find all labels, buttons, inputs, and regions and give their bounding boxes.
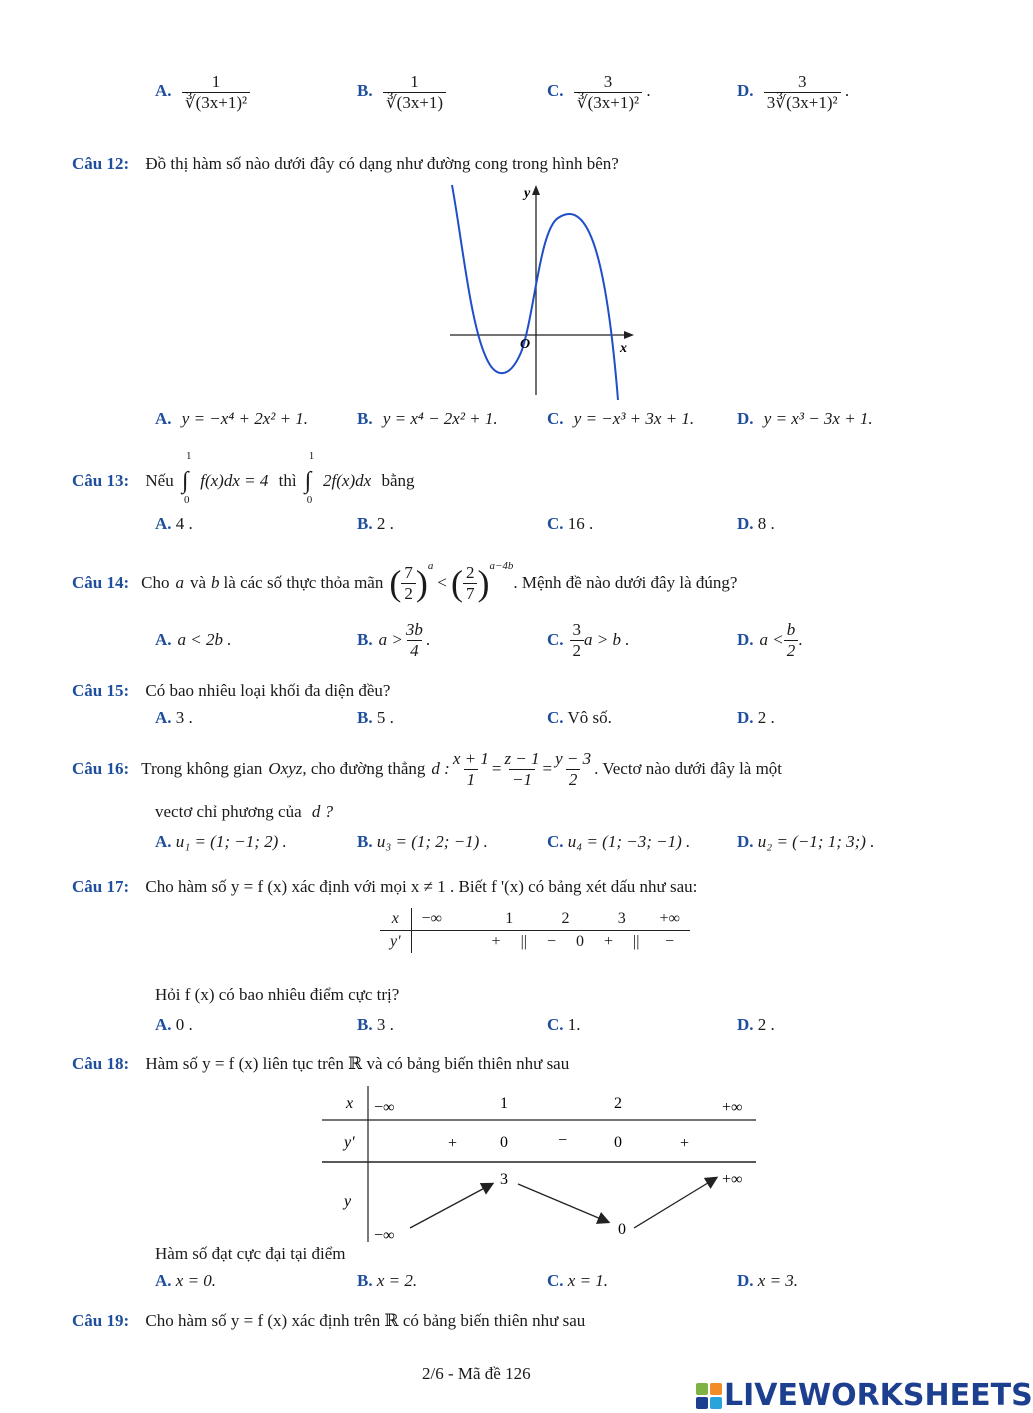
option-label: A.	[155, 708, 172, 727]
line-name: d :	[431, 759, 450, 778]
fraction-numerator: 1	[211, 72, 221, 91]
decreasing-arrow-icon	[518, 1184, 608, 1222]
var-x-value: 1	[500, 1095, 508, 1112]
fraction-numerator: 3	[797, 72, 807, 91]
option-tail: .	[844, 80, 850, 100]
question-label: Câu 18:	[72, 1054, 130, 1073]
question-16-line2	[155, 802, 333, 822]
q18-option-b	[357, 1271, 417, 1291]
q18-option-c	[547, 1271, 608, 1291]
var-y-value: 0	[618, 1221, 626, 1238]
option-tail: .	[798, 630, 803, 649]
q12-graph	[440, 180, 640, 402]
q11-option-a	[155, 72, 250, 112]
integral-lower-bound: 0	[306, 494, 313, 506]
q16-option-b	[357, 832, 488, 852]
question-label: Câu 16:	[72, 759, 130, 778]
option-text: y = −x³ + 3x + 1.	[573, 409, 695, 428]
question-17	[72, 877, 697, 897]
q14-option-a	[155, 618, 232, 662]
option-label: C.	[547, 80, 564, 100]
var-yp-zero: 0	[614, 1134, 622, 1151]
fraction-denominator: 1	[464, 769, 479, 790]
question-text: bằng	[381, 471, 415, 490]
question-label: Câu 15:	[72, 681, 130, 700]
origin-label: O	[520, 337, 531, 352]
exponent: a−4b	[489, 560, 514, 572]
question-text: Trong không gian	[141, 759, 263, 778]
x-axis-label: x	[620, 341, 627, 356]
var-x-value: −∞	[374, 1099, 395, 1116]
question-12	[72, 154, 619, 174]
var-y-value: 3	[500, 1171, 508, 1188]
option-label: A.	[155, 1271, 172, 1290]
variable-b: b	[211, 573, 220, 592]
option-text: 0 .	[175, 1015, 193, 1034]
question-16	[72, 745, 782, 793]
q16-option-a	[155, 832, 287, 852]
q11-option-c	[547, 72, 651, 112]
question-text: Đồ thị hàm số nào dưới đây có dạng như đường cong trong hình bên?	[145, 154, 619, 173]
question-18-ask	[155, 1244, 346, 1264]
var-y-value: −∞	[374, 1227, 395, 1244]
fraction-numerator: 3	[572, 619, 582, 639]
question-18	[72, 1054, 569, 1074]
question-text: Nếu	[145, 471, 174, 490]
q15-option-c	[547, 708, 612, 728]
less-than: <	[437, 573, 447, 592]
option-text: 2 .	[757, 708, 775, 727]
q12-option-c	[547, 409, 694, 429]
fraction-numerator: 2	[465, 562, 475, 582]
question-text: thì	[278, 471, 297, 490]
page-number: 2/6 - Mã đề 126	[422, 1364, 531, 1383]
option-text: 1.	[567, 1015, 581, 1034]
option-text: x = 2.	[376, 1271, 418, 1290]
table-cell: 3	[617, 910, 626, 927]
question-text: vectơ chỉ phương của	[155, 802, 302, 821]
question-15	[72, 681, 390, 701]
equals: =	[491, 759, 502, 778]
question-label: Câu 17:	[72, 877, 130, 896]
fraction-denominator: ∛(3x+1)²	[182, 92, 250, 113]
integral-expression: 2f(x)dx	[323, 471, 372, 490]
q15-option-d	[737, 708, 775, 728]
fraction-denominator: 7	[463, 583, 478, 604]
q12-option-a	[155, 409, 308, 429]
q12-option-d	[737, 409, 873, 429]
var-yp-sign: +	[448, 1135, 458, 1152]
q18-option-d	[737, 1271, 798, 1291]
option-label: D.	[737, 409, 754, 428]
fraction-denominator: ∛(3x+1)²	[574, 92, 642, 113]
question-label: Câu 12:	[72, 154, 130, 173]
sign-table-x-row	[380, 908, 690, 931]
curve	[452, 185, 618, 400]
table-cell: 0	[576, 933, 584, 950]
q17-option-c	[547, 1015, 581, 1035]
fraction-denominator: −1	[509, 769, 535, 790]
option-text: a >	[378, 630, 403, 649]
q16-option-c	[547, 832, 690, 852]
option-label: B.	[357, 708, 373, 727]
question-label: Câu 14:	[72, 573, 130, 592]
q14-option-b	[357, 618, 430, 662]
fraction-numerator: b	[786, 619, 796, 639]
option-label: A.	[155, 514, 172, 533]
liveworksheets-logo	[696, 1378, 1033, 1413]
question-14: Câu 14: Cho a và b là các số thực thỏa mãn ( $\frac{7}{2}$ ) $^a$ < ( $\frac{2}{7}$ ) $^{a-4b}$ . Mệnh đề nào dưới đây là đúng?	[72, 560, 738, 603]
x-axis-arrow-icon	[624, 331, 634, 339]
option-label: A.	[155, 409, 172, 428]
exponent: a	[427, 560, 434, 572]
q15-option-a	[155, 708, 193, 728]
brand-name: LIVEWORKSHEETS	[724, 1378, 1033, 1413]
q13-option-b	[357, 514, 394, 534]
question-text: và	[190, 573, 207, 592]
y-axis-arrow-icon	[532, 185, 540, 195]
table-cell: x	[380, 908, 411, 931]
option-label: C.	[547, 1015, 564, 1034]
var-y-label: y	[344, 1193, 352, 1210]
option-label: D.	[737, 1271, 754, 1290]
question-17-ask	[155, 985, 399, 1005]
integral-expression: f(x)dx = 4	[200, 471, 269, 490]
question-text: Cho hàm số y = f (x) xác định với mọi x ≠ 1 . Biết f '(x) có bảng xét dấu như sau:	[145, 877, 698, 896]
option-text: u₂ = (−1; 1; 3;) .	[757, 832, 875, 851]
var-x-label: x	[346, 1095, 354, 1112]
fraction-numerator: y − 3	[555, 748, 592, 768]
table-cell: +	[491, 933, 501, 950]
fraction-numerator: z − 1	[504, 748, 540, 768]
table-cell: y'	[380, 931, 411, 954]
var-x-value: +∞	[722, 1099, 743, 1116]
q17-option-d	[737, 1015, 775, 1035]
option-label: A.	[155, 630, 172, 649]
integral-sign: 1 ∫ 0	[304, 450, 315, 506]
question-text: Hỏi f (x) có bao nhiêu điểm cực trị?	[155, 985, 400, 1004]
var-x-value: 2	[614, 1095, 622, 1112]
option-text: x = 3.	[757, 1271, 799, 1290]
table-cell: ||	[520, 933, 527, 950]
option-text: x = 1.	[567, 1271, 609, 1290]
q17-option-b	[357, 1015, 394, 1035]
q15-option-b	[357, 708, 394, 728]
question-text: Có bao nhiêu loại khối đa diện đều?	[145, 681, 391, 700]
option-text: y = x³ − 3x + 1.	[763, 409, 873, 428]
option-text: a < 2b .	[177, 630, 232, 649]
integral-sign: 1 ∫ 0	[181, 450, 192, 506]
fraction-numerator: 7	[404, 562, 413, 582]
table-cell: +∞	[659, 910, 680, 927]
question-text: Hàm số y = f (x) liên tục trên ℝ và có bảng biến thiên như sau	[145, 1054, 570, 1073]
option-label: D.	[737, 80, 754, 100]
question-text: Hàm số đạt cực đại tại điểm	[155, 1244, 346, 1263]
option-text: a <	[759, 630, 784, 649]
line-name: d ?	[311, 802, 334, 821]
option-text: 2 .	[376, 514, 394, 533]
equals: =	[542, 759, 553, 778]
option-label: D.	[737, 832, 754, 851]
option-text: Vô số.	[567, 708, 612, 727]
option-label: D.	[737, 1015, 754, 1034]
option-text: 16 .	[567, 514, 594, 533]
option-label: C.	[547, 409, 564, 428]
q13-option-d	[737, 514, 775, 534]
option-label: C.	[547, 514, 564, 533]
question-text: Cho hàm số y = f (x) xác định trên ℝ có bảng biến thiên như sau	[145, 1311, 586, 1330]
page-footer	[422, 1364, 531, 1384]
option-text: u₃ = (1; 2; −1) .	[376, 832, 488, 851]
fraction-numerator: 3b	[405, 619, 423, 639]
table-cell: −	[546, 933, 556, 950]
option-text: y = −x⁴ + 2x² + 1.	[181, 409, 309, 428]
question-text: Cho	[141, 573, 170, 592]
integral-upper-bound: 1	[308, 450, 315, 462]
q12-option-b	[357, 409, 498, 429]
fraction-denominator: 3∛(3x+1)²	[764, 92, 841, 113]
table-cell: 2	[561, 910, 570, 927]
table-cell: +	[604, 933, 614, 950]
question-text: . Mệnh đề nào dưới đây là đúng?	[513, 573, 738, 592]
question-text: là các số thực thỏa mãn	[223, 573, 384, 592]
table-cell: −	[665, 933, 675, 950]
y-axis-label: y	[524, 186, 531, 201]
option-label: D.	[737, 514, 754, 533]
q11-option-d	[737, 72, 849, 112]
table-cell: 1	[505, 910, 514, 927]
question-13	[72, 450, 415, 506]
var-yp-label: y′	[344, 1134, 355, 1151]
space-name: Oxyz	[268, 759, 303, 778]
option-label: B.	[357, 409, 373, 428]
var-yp-sign: +	[680, 1135, 690, 1152]
q18-option-a	[155, 1271, 216, 1291]
option-text: 8 .	[757, 514, 775, 533]
integral-lower-bound: 0	[183, 494, 190, 506]
table-cell: ||	[633, 933, 640, 950]
question-label: Câu 13:	[72, 471, 130, 490]
integral-upper-bound: 1	[185, 450, 192, 462]
option-label: B.	[357, 832, 373, 851]
option-label: C.	[547, 832, 564, 851]
option-label: B.	[357, 80, 373, 100]
option-label: A.	[155, 80, 172, 100]
var-yp-sign: −	[558, 1132, 568, 1149]
option-text: 2 .	[757, 1015, 775, 1034]
fraction-denominator: ∛(3x+1)	[383, 92, 446, 113]
option-label: A.	[155, 1015, 172, 1034]
option-label: B.	[357, 630, 373, 649]
option-text: y = x⁴ − 2x² + 1.	[382, 409, 498, 428]
option-label: C.	[547, 630, 564, 649]
question-19	[72, 1311, 585, 1331]
option-label: B.	[357, 1015, 373, 1034]
increasing-arrow-icon	[634, 1178, 716, 1228]
option-text: u₁ = (1; −1; 2) .	[175, 832, 287, 851]
var-y-value: +∞	[722, 1171, 743, 1188]
option-label: D.	[737, 708, 754, 727]
q16-option-d	[737, 832, 874, 852]
question-text: , cho đường thẳng	[302, 759, 426, 778]
option-label: C.	[547, 708, 564, 727]
option-text: a > b .	[584, 630, 630, 649]
fraction-numerator: 3	[603, 72, 613, 91]
option-text: 4 .	[175, 514, 193, 533]
fraction-denominator: 4	[407, 640, 422, 661]
sign-table-y-row	[380, 931, 690, 954]
option-text: x = 0.	[175, 1271, 217, 1290]
option-label: B.	[357, 514, 373, 533]
fraction-denominator: 2	[570, 640, 585, 661]
liveworksheets-logo-icon	[696, 1383, 722, 1409]
variable-a: a	[175, 573, 184, 592]
q11-option-b	[357, 72, 446, 112]
question-label: Câu 19:	[72, 1311, 130, 1330]
var-yp-zero: 0	[500, 1134, 508, 1151]
fraction-denominator: 2	[784, 640, 799, 661]
option-label: A.	[155, 832, 172, 851]
option-text: 3 .	[175, 708, 193, 727]
fraction-denominator: 2	[566, 769, 581, 790]
option-label: C.	[547, 1271, 564, 1290]
fraction-numerator: 1	[410, 72, 419, 91]
option-label: D.	[737, 630, 754, 649]
option-text: 3 .	[376, 1015, 394, 1034]
variation-table	[322, 1084, 758, 1244]
sign-table	[380, 908, 690, 953]
option-text: u₄ = (1; −3; −1) .	[567, 832, 691, 851]
option-text: 5 .	[376, 708, 394, 727]
question-text: . Vectơ nào dưới đây là một	[594, 759, 783, 778]
increasing-arrow-icon	[410, 1184, 492, 1228]
option-label: B.	[357, 1271, 373, 1290]
q13-option-c	[547, 514, 593, 534]
fraction-denominator: 2	[401, 583, 416, 604]
option-tail: .	[646, 80, 651, 100]
option-tail: .	[425, 630, 431, 649]
q14-option-d	[737, 618, 803, 662]
table-cell: −∞	[421, 910, 442, 927]
q14-option-c	[547, 618, 630, 662]
q13-option-a	[155, 514, 193, 534]
fraction-numerator: x + 1	[452, 748, 489, 768]
q17-option-a	[155, 1015, 193, 1035]
